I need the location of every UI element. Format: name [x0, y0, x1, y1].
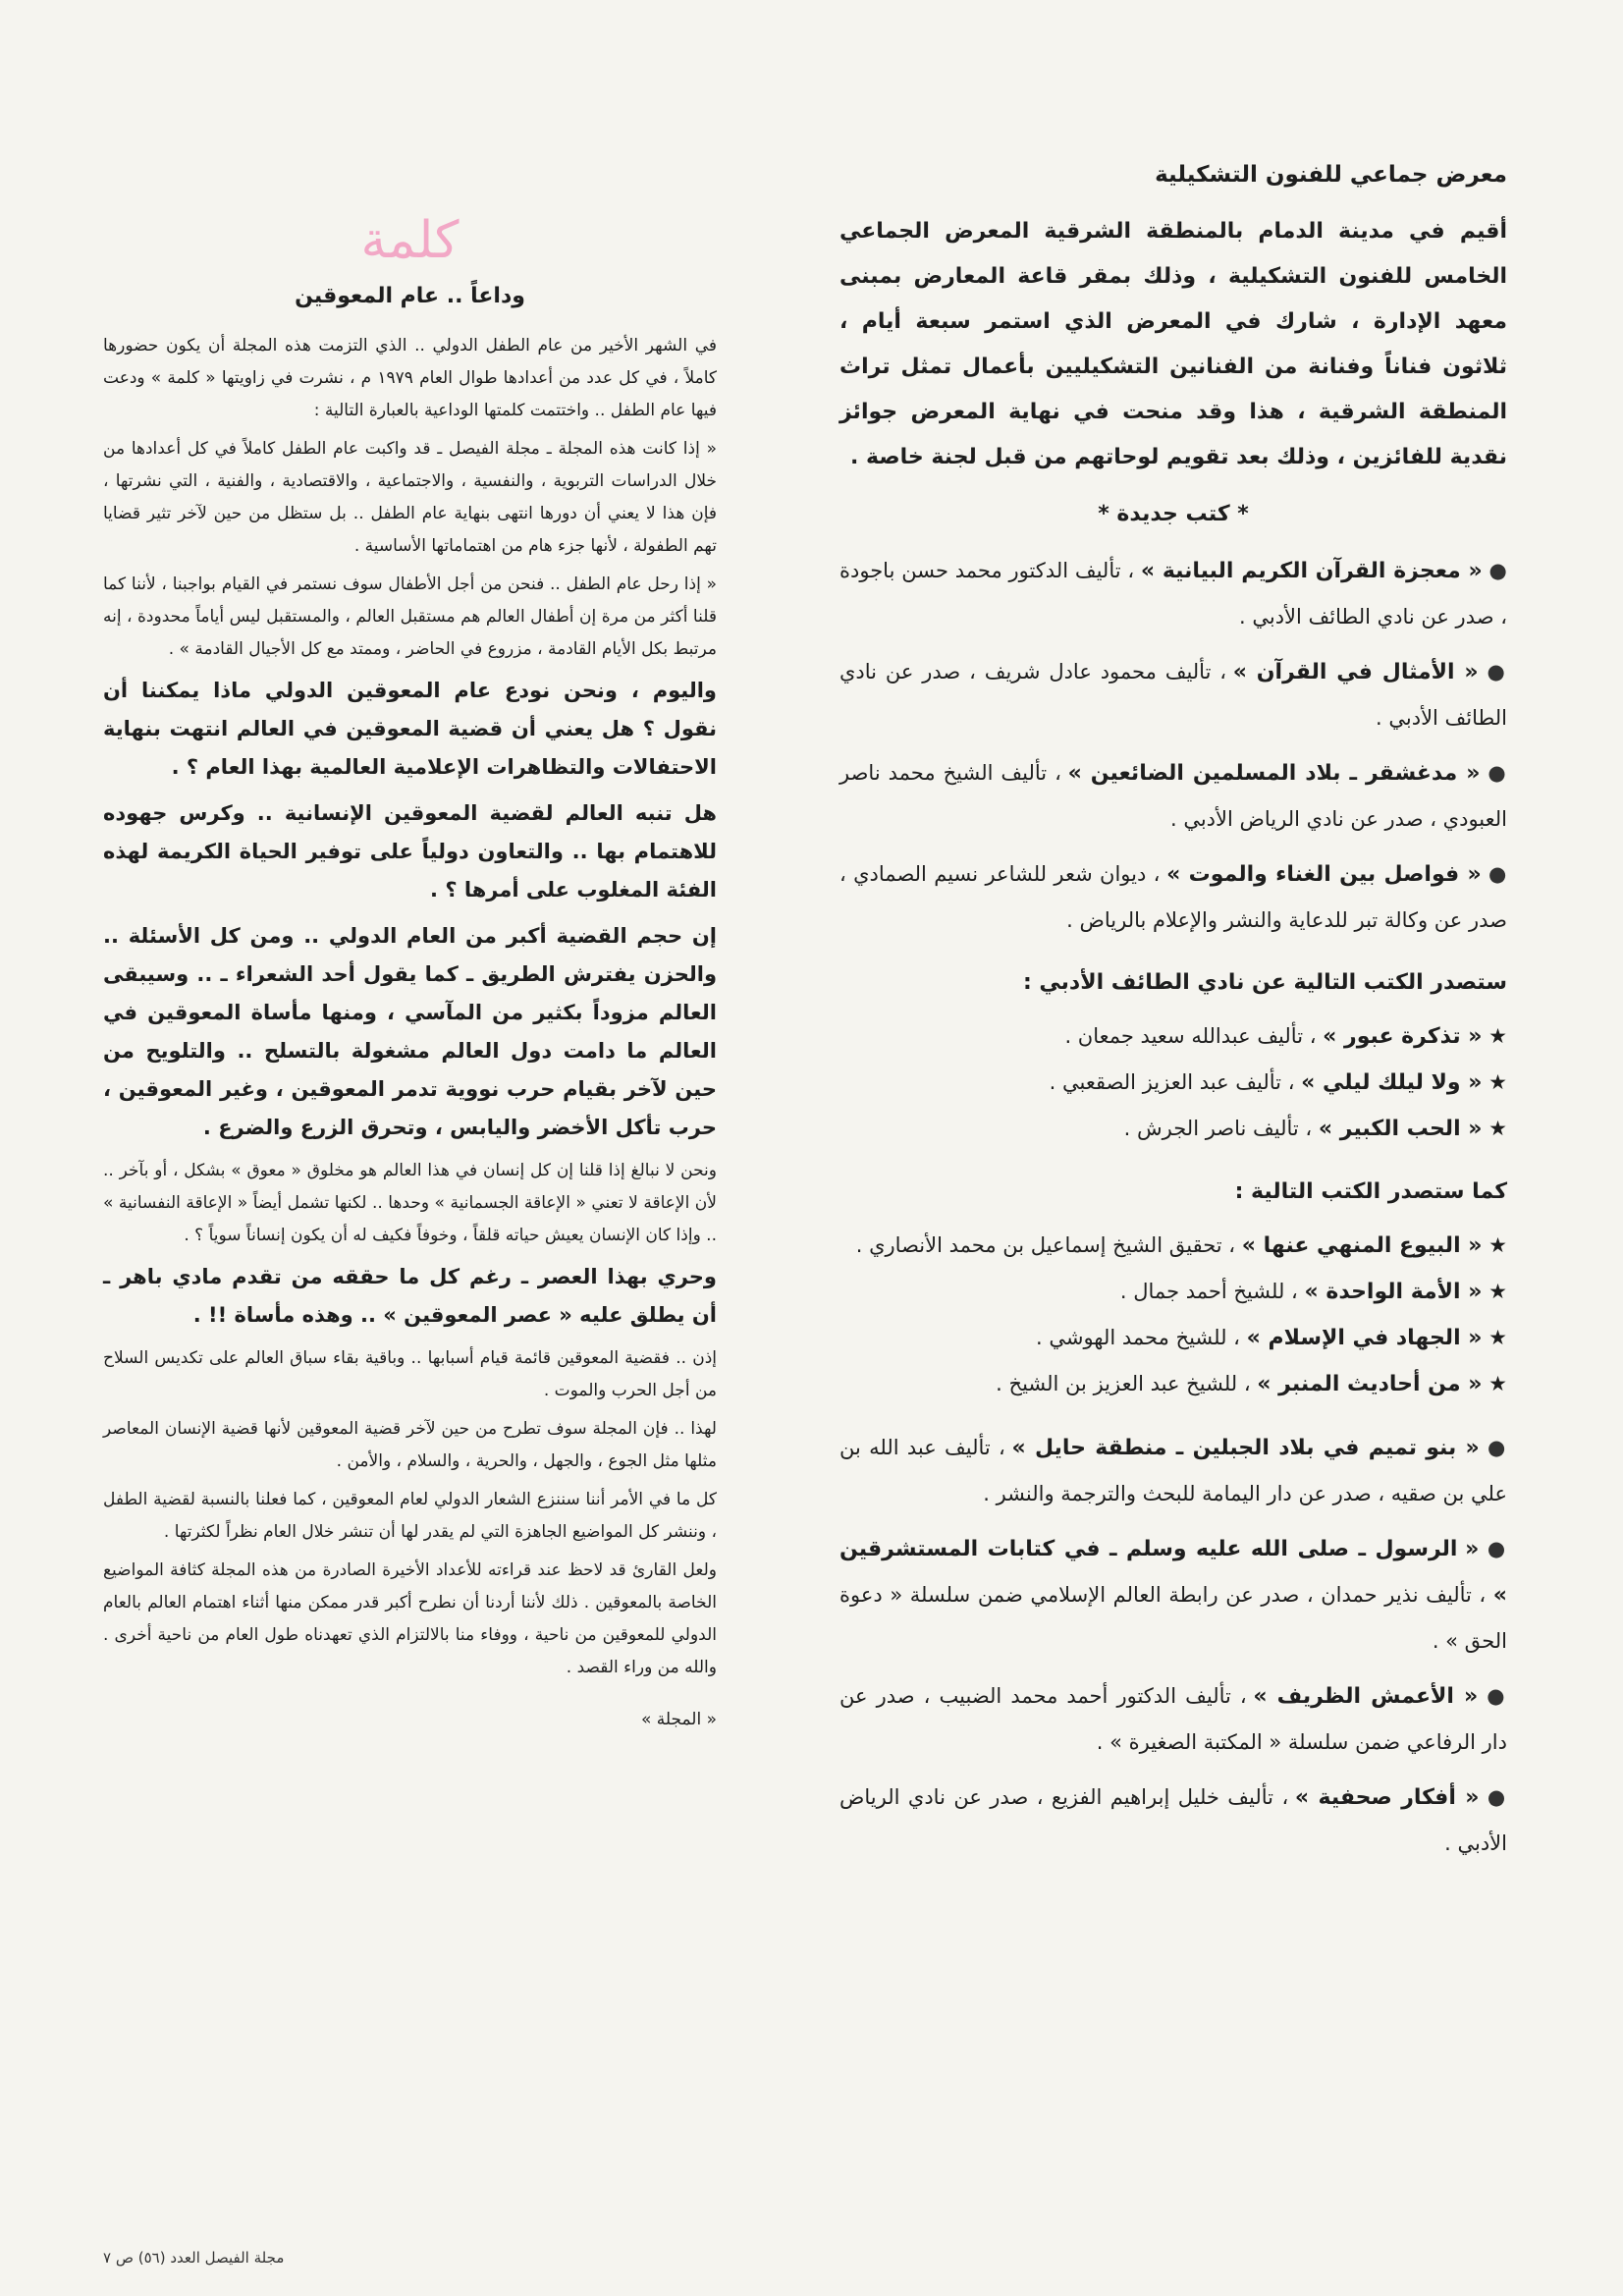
book-title: « الأعمش الظريف »: [1253, 1684, 1479, 1709]
editorial-title: وداعاً .. عام المعوقين: [295, 284, 525, 308]
book-details: ، تأليف ناصر الجرش .: [1123, 1117, 1319, 1140]
star-item: [839, 1361, 1507, 1407]
editorial-paragraph: كل ما في الأمر أننا سننزع الشعار الدولي لعام المعوقين ، كما فعلنا بالنسبة لقضية الطفل ، وننشر كل المواضيع الجاهزة التي لم يقدر لها أن تنشر خلال العام نظراً لكثرتها .: [103, 1490, 717, 1542]
bullet-icon: ●: [1480, 761, 1507, 785]
star-icon: ★: [1482, 1024, 1507, 1048]
page-footer: مجلة الفيصل العدد (٥٦) ص ٧: [103, 2249, 285, 2267]
bullet-icon: ●: [1478, 660, 1507, 683]
editorial-bold-paragraph: إن حجم القضية أكبر من العام الدولي .. ومن كل الأسئلة .. والحزن يفترش الطريق ـ كما يقول أحد الشعراء ـ .. وسيبقى العالم مزوداً بكثير من المآسي ، ومنها مأساة المعوقين في العالم ما دامت دول العالم مشغولة بالتسلح .. والتلويح من حين لآخر بقيام حرب نووية تدمر المعوقين ، وغير المعوقين ، حرب تأكل الأخضر واليابس ، وتحرق الزرع والضرع .: [103, 924, 717, 1139]
book-item: [839, 1425, 1507, 1516]
book-details: ، للشيخ أحمد جمال .: [1119, 1280, 1305, 1303]
book-title: « الرسول ـ صلى الله عليه وسلم ـ في كتابات المستشرقين »: [839, 1537, 1507, 1608]
star-item: [839, 1223, 1507, 1269]
right-column: [839, 162, 1507, 1876]
book-title: « تذكرة عبور »: [1323, 1024, 1483, 1049]
editorial-quote: « إذا كانت هذه المجلة ـ مجلة الفيصل ـ قد واكبت عام الطفل كاملاً في كل أعدادها من خلال الدراسات التربوية ، والنفسية ، والاجتماعية ، والاقتصادية ، والفنية ، التي نشرتها ، فإن هذا لا يعني أن دورها انتهى بنهاية عام الطفل .. بل ستظل من حين لآخر تثير قضايا تهم الطفولة ، لأنها جزء هام من اهتماماتها الأساسية .: [103, 439, 717, 556]
book-item: [839, 750, 1507, 842]
book-title: « الأمة الواحدة »: [1304, 1280, 1483, 1304]
book-details: ، تأليف نذير حمدان ، صدر عن رابطة العالم الإسلامي ضمن سلسلة « دعوة الحق » .: [839, 1583, 1507, 1653]
kalima-logo: كلمة: [360, 211, 460, 270]
book-details: ، تأليف عبدالله سعيد جمعان .: [1064, 1024, 1324, 1048]
book-title: « أفكار صحفية »: [1294, 1785, 1480, 1810]
left-column: [103, 211, 717, 1729]
exhibit-title: معرض جماعي للفنون التشكيلية: [1155, 162, 1507, 188]
taif-list: [839, 1013, 1507, 1152]
book-title: « الجهاد في الإسلام »: [1246, 1326, 1483, 1350]
book-details: ، تأليف الدكتور محمد حسن باجودة ، صدر عن نادي الطائف الأدبي .: [839, 559, 1507, 629]
new-books-heading: * كتب جديدة *: [1098, 502, 1249, 526]
editorial-paragraph: ولعل القارئ قد لاحظ عند قراءته للأعداد الأخيرة الصادرة من هذه المجلة كثافة المواضيع الخاصة بالمعوقين . ذلك لأننا أردنا أن نطرح أكبر قدر ممكن منها أثناء اهتمام العالم بالعام الدولي للمعوقين من ناحية ، ووفاء منا بالالتزام الذي تعهدناه طول العام من ناحية أخرى . والله من وراء القصد .: [103, 1560, 717, 1677]
editorial-paragraph: لهذا .. فإن المجلة سوف تطرح من حين لآخر قضية المعوقين لأنها قضية الإنسان المعاصر مثلها مثل الجوع ، والجهل ، والحرية ، والسلام ، والأمن .: [103, 1419, 717, 1471]
book-details: ، تأليف خليل إبراهيم الفزيع ، صدر عن نادي الرياض الأدبي .: [839, 1785, 1507, 1855]
star-item: [839, 1106, 1507, 1152]
also-list: [839, 1223, 1507, 1407]
book-title: « مدغشقر ـ بلاد المسلمين الضائعين »: [1067, 761, 1481, 786]
editorial-quote: « إذا رحل عام الطفل .. فنحن من أجل الأطفال سوف نستمر في القيام بواجبنا ، لأننا كما قلنا أكثر من مرة إن أطفال العالم هم مستقبل العالم ، والمستقبل ليس أياماً محدودة ، إنه مرتبط بكل الأيام القادمة ، مزروع في الحاضر ، وممتد مع كل الأجيال القادمة » .: [103, 574, 717, 659]
editorial-paragraph: في الشهر الأخير من عام الطفل الدولي .. الذي التزمت هذه المجلة أن يكون حضورها كاملاً ، في كل عدد من أعدادها طوال العام ١٩٧٩ م ، نشرت في زاويتها « كلمة » ودعت فيها عام الطفل .. واختتمت كلمتها الوداعية بالعبارة التالية :: [103, 336, 717, 420]
book-title: « الحب الكبير »: [1318, 1117, 1483, 1141]
star-icon: ★: [1482, 1280, 1507, 1303]
book-details: ، تأليف الدكتور أحمد محمد الضبيب ، صدر عن دار الرفاعي ضمن سلسلة « المكتبة الصغيرة » .: [839, 1684, 1507, 1754]
books-list-a: [839, 548, 1507, 943]
book-item: [839, 548, 1507, 639]
star-item: [839, 1269, 1507, 1315]
editorial-signature: « المجلة »: [640, 1710, 717, 1729]
editorial-paragraph: ونحن لا نبالغ إذا قلنا إن كل إنسان في هذا العالم هو مخلوق « معوق » بشكل ، أو بآخر .. لأن الإعاقة لا تعني « الإعاقة الجسمانية » وحدها .. لكنها تشمل أيضاً « الإعاقة النفسانية » .. وإذا كان الإنسان يعيش حياته قلقاً ، وخوفاً فكيف له أن يكون إنساناً سوياً ؟ .: [103, 1161, 717, 1245]
book-title: « بنو تميم في بلاد الجبلين ـ منطقة حايل »: [1011, 1436, 1480, 1460]
book-title: « الأمثال في القرآن »: [1232, 660, 1479, 684]
book-details: ، تأليف عبد العزيز الصقعبي .: [1049, 1070, 1302, 1094]
taif-heading: ستصدر الكتب التالية عن نادي الطائف الأدبي :: [1022, 970, 1507, 995]
bullet-icon: ●: [1481, 862, 1508, 886]
book-title: « ولا ليلك ليلي »: [1301, 1070, 1483, 1095]
book-title: « فواصل بين الغناء والموت »: [1166, 862, 1482, 887]
exhibit-body: أقيم في مدينة الدمام بالمنطقة الشرقية المعرض الجماعي الخامس للفنون التشكيلية ، وذلك بمقر قاعة المعارض بمبنى معهد الإدارة ، شارك في المعرض الذي استمر سبعة أيام ، ثلاثون فناناً وفنانة من الفنانين التشكيليين بأعمال تمثل تراث المنطقة الشرقية ، هذا وقد منحت في نهاية المعرض جوائز نقدية للفائزين ، وذلك بعد تقويم لوحاتهم من قبل لجنة خاصة .: [839, 219, 1507, 469]
editorial-bold-paragraph: وحري بهذا العصر ـ رغم كل ما حققه من تقدم مادي باهر ـ أن يطلق عليه « عصر المعوقين » .. وهذه مأساة !! .: [103, 1265, 717, 1327]
book-item: [839, 1526, 1507, 1664]
editorial-paragraph: إذن .. فقضية المعوقين قائمة قيام أسبابها .. وباقية بقاء سباق العالم على تكديس السلاح من أجل الحرب والموت .: [103, 1348, 717, 1400]
book-item: [839, 649, 1507, 740]
book-item: [839, 1775, 1507, 1866]
book-details: ، للشيخ عبد العزيز بن الشيخ .: [996, 1372, 1258, 1395]
book-details: ، للشيخ محمد الهوشي .: [1036, 1326, 1247, 1349]
star-item: [839, 1060, 1507, 1106]
book-details: ، تأليف عبد الله بن علي بن صقيه ، صدر عن دار اليمامة للبحث والترجمة والنشر .: [839, 1436, 1507, 1505]
bullet-icon: ●: [1478, 1684, 1507, 1708]
book-title: « من أحاديث المنبر »: [1257, 1372, 1483, 1396]
book-details: ، تأليف الشيخ محمد ناصر العبودي ، صدر عن نادي الرياض الأدبي .: [839, 761, 1507, 831]
editorial-bold-paragraph: هل تنبه العالم لقضية المعوقين الإنسانية .. وكرس جهوده للاهتمام بها .. والتعاون دولياً على توفير الحياة الكريمة لهذه الفئة المغلوب على أمرها ؟ .: [103, 801, 717, 902]
star-item: [839, 1315, 1507, 1361]
bullet-icon: ●: [1479, 1785, 1507, 1809]
book-details: ، تحقيق الشيخ إسماعيل بن محمد الأنصاري .: [855, 1233, 1242, 1257]
star-icon: ★: [1482, 1117, 1507, 1140]
bullet-icon: ●: [1479, 1537, 1508, 1560]
star-icon: ★: [1482, 1070, 1507, 1094]
also-heading: كما ستصدر الكتب التالية :: [1234, 1179, 1507, 1204]
editorial-bold-paragraph: واليوم ، ونحن نودع عام المعوقين الدولي ماذا يمكننا أن نقول ؟ هل يعني أن قضية المعوقين في العالم انتهت بنهاية الاحتفالات والتظاهرات الإعلامية العالمية بهذا العام ؟ .: [103, 679, 717, 779]
star-icon: ★: [1482, 1372, 1507, 1395]
star-item: [839, 1013, 1507, 1060]
star-icon: ★: [1482, 1326, 1507, 1349]
book-title: « البيوع المنهي عنها »: [1241, 1233, 1483, 1258]
book-item: [839, 851, 1507, 943]
book-details: ، تأليف محمود عادل شريف ، صدر عن نادي الطائف الأدبي .: [839, 660, 1507, 730]
book-title: « معجزة القرآن الكريم البيانية »: [1140, 559, 1483, 583]
bullet-icon: ●: [1482, 559, 1508, 582]
books-list-b: [839, 1425, 1507, 1866]
star-icon: ★: [1482, 1233, 1507, 1257]
book-item: [839, 1673, 1507, 1765]
book-details: ، ديوان شعر للشاعر نسيم الصمادي ، صدر عن وكالة تبر للدعاية والنشر والإعلام بالرياض .: [839, 862, 1507, 932]
bullet-icon: ●: [1479, 1436, 1507, 1459]
